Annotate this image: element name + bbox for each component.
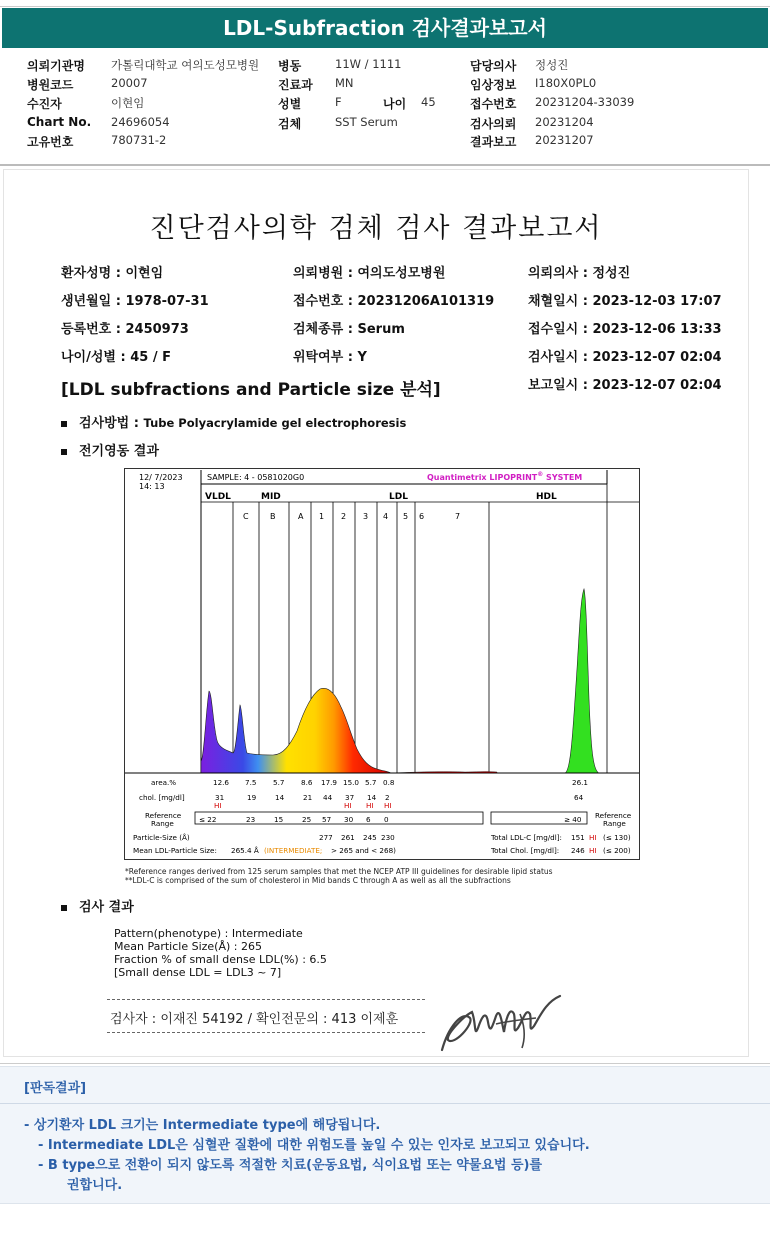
chart-brand: Quantimetrix LIPOPRINT® SYSTEM (427, 471, 583, 482)
chol-cell: 31 (215, 793, 225, 802)
panel-title: [판독결과] (24, 1081, 87, 1096)
reference-cell: 0 (384, 815, 389, 824)
info-value: F (335, 95, 342, 109)
info-value: MN (335, 76, 354, 90)
footnote: **LDL-C is comprised of the sum of cholesterol in Mid bands C through A as well as all the subfractions (125, 876, 511, 885)
divider (0, 1063, 770, 1064)
band-lines (233, 484, 607, 773)
info-value: 24696054 (111, 115, 170, 129)
mean-class: (INTERMEDIATE; (264, 846, 323, 855)
info-value: 20231204-33039 (535, 95, 635, 109)
signature-line: 검사자 : 이재진 54192 / 확인전문의 : 413 이제훈 (110, 1012, 399, 1027)
info-label: 결과보고 (470, 135, 517, 149)
interpretation-panel (0, 1066, 770, 1204)
report-field: 채혈일시 : 2023-12-03 17:07 (528, 294, 722, 309)
interpretation-line: - B type으로 전환이 되지 않도록 적절한 치료(운동요법, 식이요법 또는 약물요법 등)를 (38, 1158, 543, 1173)
area-cell: 17.9 (321, 778, 338, 787)
band-label: 4 (383, 512, 389, 521)
chol-cell: 19 (247, 793, 257, 802)
info-label: 나이 (383, 97, 407, 111)
band-label: A (298, 512, 304, 521)
total-ldl-value: 151 (571, 833, 585, 842)
reference-cell: ≥ 40 (564, 815, 582, 824)
info-value: 20231204 (535, 115, 594, 129)
chart-date: 12/ 7/2023 (139, 473, 183, 482)
reference-cell: ≤ 22 (199, 815, 217, 824)
chol-cell: 64 (574, 793, 584, 802)
chol-cell: 37 (345, 793, 355, 802)
footnote: *Reference ranges derived from 125 serum samples that met the NCEP ATP III guidelines for desirable lipid status (125, 867, 553, 876)
mean-tail: > 265 and < 268) (331, 846, 396, 855)
group-label-mid: MID (261, 492, 281, 502)
band-label: 3 (363, 512, 369, 521)
chol-hi-flag: HI (344, 801, 352, 810)
top-strip (0, 0, 770, 7)
result-line: Fraction % of small dense LDL(%) : 6.5 (114, 953, 327, 966)
mean-label: Mean LDL-Particle Size: (133, 846, 217, 855)
chol-cell: 14 (275, 793, 285, 802)
area-cell: 5.7 (365, 778, 377, 787)
info-label: 고유번호 (27, 135, 74, 149)
info-label: 임상정보 (470, 78, 517, 92)
reference-cell: 30 (344, 815, 354, 824)
signature-image (434, 988, 569, 1060)
section-heading: [LDL subfractions and Particle size 분석] (61, 380, 441, 400)
result-line: [Small dense LDL = LDL3 ~ 7] (114, 966, 282, 979)
result-text (114, 927, 327, 979)
report-field: 검사일시 : 2023-12-07 02:04 (528, 350, 722, 365)
method-bullet (61, 412, 406, 431)
method-value: Tube Polyacrylamide gel electrophoresis (143, 416, 407, 430)
band-labels (243, 512, 460, 521)
reference-cell: 25 (302, 815, 312, 824)
result-line: Mean Particle Size(Å) : 265 (114, 940, 262, 953)
info-value: 20007 (111, 76, 148, 90)
area-cell: 12.6 (213, 778, 230, 787)
result-bullet (61, 896, 134, 915)
info-value: SST Serum (335, 115, 398, 129)
report-field: 접수일시 : 2023-12-06 13:33 (528, 322, 722, 337)
row-label-ref: Reference (145, 811, 182, 820)
bullet-icon (61, 905, 67, 911)
reference-cell: 57 (322, 815, 332, 824)
report-field: 위탁여부 : Y (293, 350, 367, 365)
divider (0, 164, 770, 166)
chol-hi-flag: HI (366, 801, 374, 810)
info-label: 진료과 (278, 78, 313, 92)
info-label: 접수번호 (470, 97, 517, 111)
electro-label: 전기영동 결과 (79, 444, 159, 459)
chart-sample: SAMPLE: 4 - 0581020G0 (207, 473, 305, 482)
area-cell: 26.1 (572, 778, 589, 787)
particle-size-cell: 261 (341, 833, 355, 842)
report-field: 보고일시 : 2023-12-07 02:04 (528, 378, 722, 393)
report-field: 생년월일 : 1978-07-31 (61, 294, 209, 309)
info-value: 45 (421, 95, 436, 109)
total-chol-value: 246 (571, 846, 585, 855)
info-label: 성별 (278, 97, 302, 111)
interpretation-line: - 상기환자 LDL 크기는 Intermediate type에 해당됩니다. (24, 1118, 381, 1133)
electro-bullet (61, 440, 159, 459)
total-chol-ref: (≤ 200) (603, 846, 631, 855)
patient-info-panel (0, 52, 770, 160)
info-label: 검체 (278, 117, 302, 131)
particle-size-cell: 277 (319, 833, 333, 842)
info-value: 20231207 (535, 133, 594, 147)
group-label-ldl: LDL (389, 492, 408, 502)
report-field: 환자성명 : 이현임 (61, 266, 164, 281)
chart-time: 14: 13 (139, 482, 165, 491)
ldl-spectrum-trace (201, 688, 391, 773)
reference-cell: 23 (246, 815, 256, 824)
interpretation-line: 권합니다. (67, 1178, 123, 1193)
dashed-rule (107, 1032, 425, 1033)
particle-label: Particle-Size (Å) (133, 833, 190, 842)
group-label-hdl: HDL (536, 492, 557, 502)
particle-size-cell: 245 (363, 833, 377, 842)
area-cell: 5.7 (273, 778, 285, 787)
row-label-chol: chol. [mg/dl] (139, 793, 185, 802)
chol-cell: 44 (323, 793, 333, 802)
band-label: 7 (455, 512, 461, 521)
chol-hi-flag: HI (384, 801, 392, 810)
band-label: 5 (403, 512, 409, 521)
row-label-ref-right2: Range (603, 819, 626, 828)
area-cell: 7.5 (245, 778, 257, 787)
particle-size-cell: 230 (381, 833, 395, 842)
info-value: 이현임 (111, 96, 145, 110)
chol-cell: 21 (303, 793, 313, 802)
info-value: 780731-2 (111, 133, 167, 147)
result-line: Pattern(phenotype) : Intermediate (114, 927, 303, 940)
info-label: 병동 (278, 59, 302, 73)
method-label: 검사방법 : (79, 416, 139, 431)
total-chol-hi: HI (589, 846, 597, 855)
group-label-vldl: VLDL (205, 492, 231, 502)
panel-divider (0, 1103, 770, 1104)
row-label-ref-right: Reference (595, 811, 632, 820)
report-document (3, 169, 749, 1057)
report-field: 의뢰의사 : 정성진 (528, 266, 631, 281)
lipoprint-svg (125, 469, 639, 859)
row-label-area: area.% (151, 778, 177, 787)
chart-footnotes (125, 867, 553, 885)
band-label: 1 (319, 512, 325, 521)
info-label: 담당의사 (470, 59, 517, 73)
lipoprint-chart (124, 468, 640, 860)
hdl-peak (565, 589, 599, 773)
bullet-icon (61, 421, 67, 427)
report-field: 나이/성별 : 45 / F (61, 350, 172, 365)
area-cell: 8.6 (301, 778, 313, 787)
report-field: 검체종류 : Serum (293, 322, 405, 337)
report-field: 의뢰병원 : 여의도성모병원 (293, 266, 446, 281)
reference-cell: 15 (274, 815, 284, 824)
bullet-icon (61, 449, 67, 455)
total-chol-label: Total Chol. [mg/dl]: (491, 846, 560, 855)
band-label: 2 (341, 512, 347, 521)
info-label: 검사의뢰 (470, 117, 517, 131)
chol-cell: 2 (385, 793, 390, 802)
info-value: 가톨릭대학교 여의도성모병원 (111, 58, 260, 72)
info-label: 수진자 (27, 97, 62, 111)
info-label: 병원코드 (27, 78, 74, 92)
report-field: 등록번호 : 2450973 (61, 322, 189, 337)
info-value: I180X0PL0 (535, 76, 597, 90)
area-cell: 0.8 (383, 778, 395, 787)
ref-box-left (195, 812, 483, 824)
report-title: 진단검사의학 검체 검사 결과보고서 (149, 213, 603, 244)
chol-cell: 14 (367, 793, 377, 802)
band-label: C (243, 512, 249, 521)
reference-cell: 6 (366, 815, 371, 824)
dashed-rule (107, 999, 425, 1000)
total-ldl-hi: HI (589, 833, 597, 842)
info-label: 의뢰기관명 (27, 59, 85, 73)
info-value: 정성진 (535, 58, 569, 72)
total-ldl-ref: (≤ 130) (603, 833, 631, 842)
band-label: B (270, 512, 276, 521)
row-label-ref2: Range (151, 819, 174, 828)
result-label: 검사 결과 (79, 900, 134, 915)
info-value: 11W / 1111 (335, 57, 402, 71)
chol-hi-flag: HI (214, 801, 222, 810)
report-field: 접수번호 : 20231206A101319 (293, 294, 495, 309)
interpretation-line: - Intermediate LDL은 심혈관 질환에 대한 위험도를 높일 수 있는 인자로 보고되고 있습니다. (38, 1138, 590, 1153)
page-title: LDL-Subfraction 검사결과보고서 (2, 8, 768, 48)
mean-value: 265.4 Å (231, 846, 259, 855)
info-label: Chart No. (27, 115, 92, 129)
band-label: 6 (419, 512, 425, 521)
total-ldl-label: Total LDL-C [mg/dl]: (491, 833, 562, 842)
area-cell: 15.0 (343, 778, 360, 787)
